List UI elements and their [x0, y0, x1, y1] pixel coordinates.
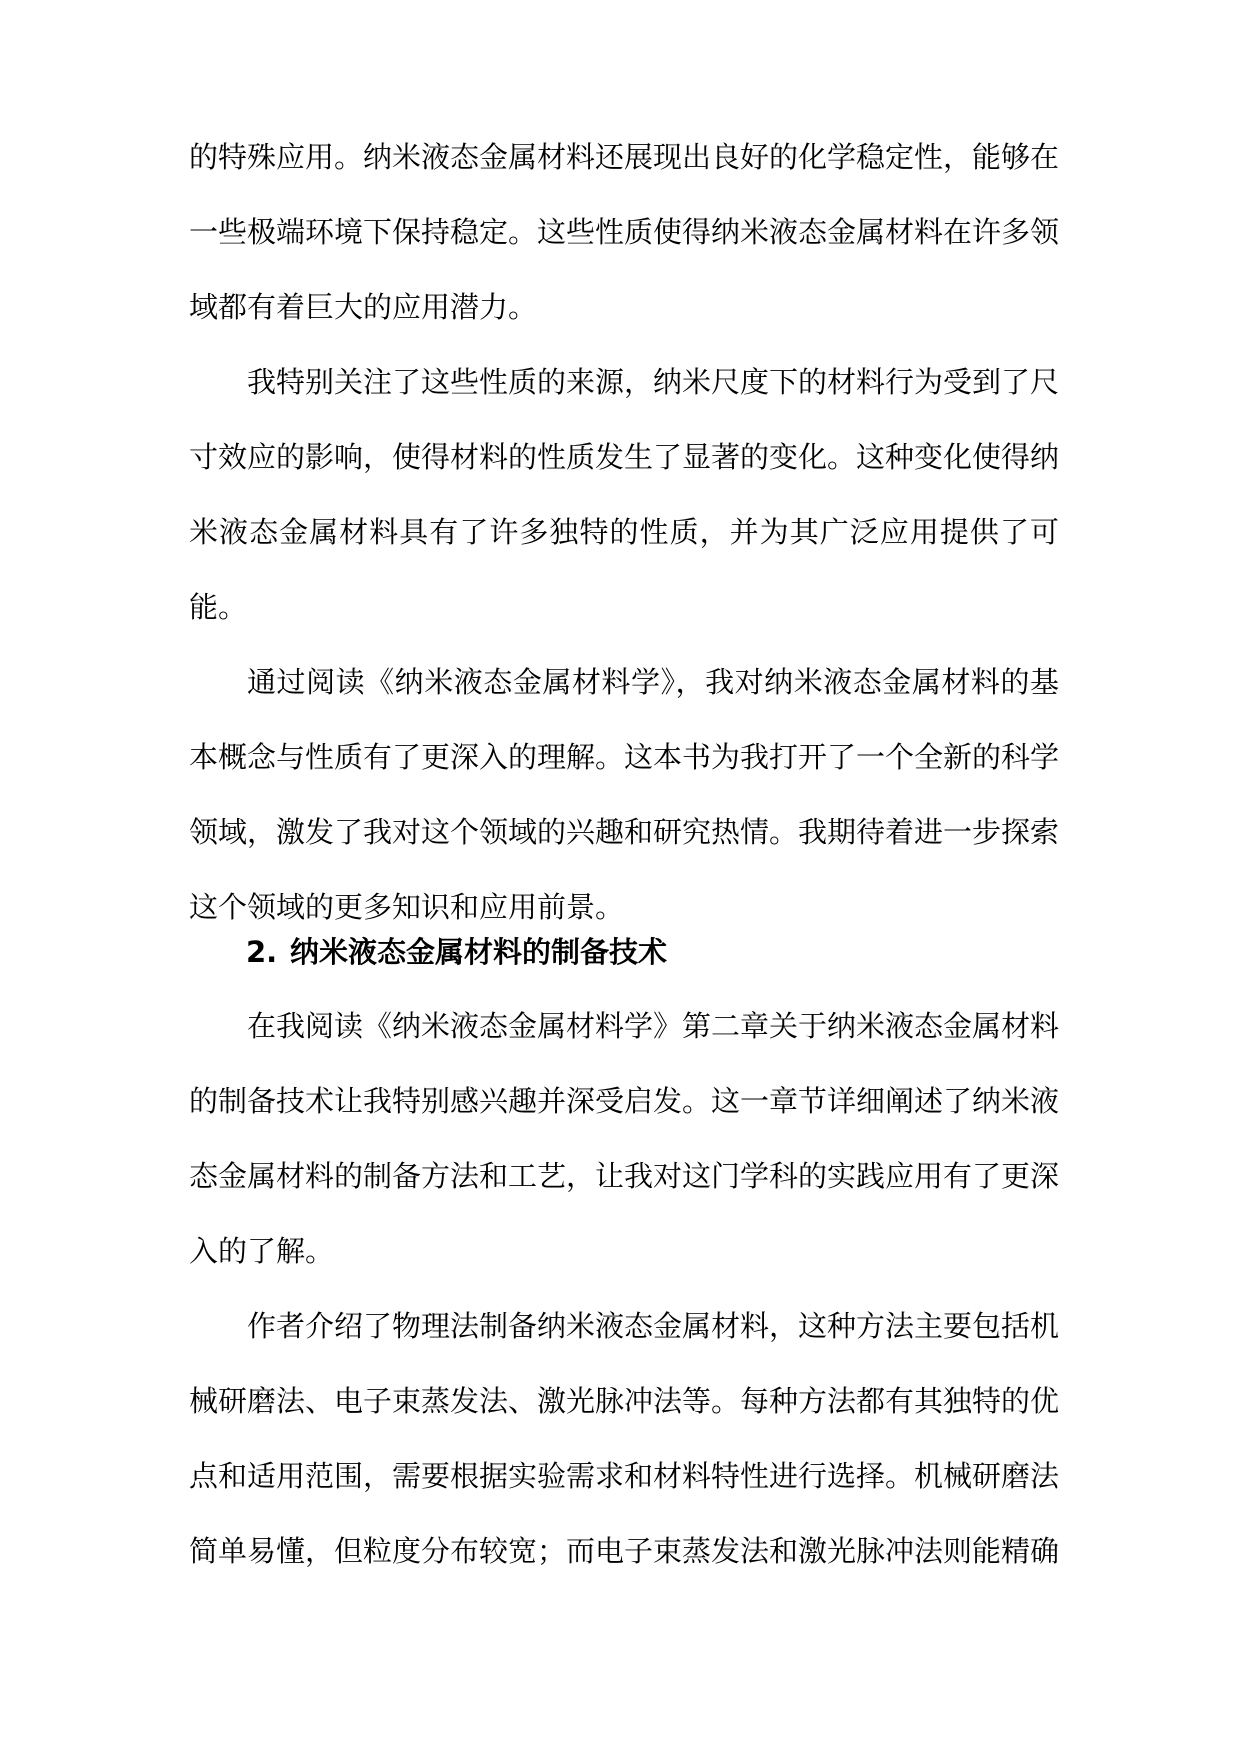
paragraph-properties-continuation: 的特殊应用。纳米液态金属材料还展现出良好的化学稳定性，能够在一些极端环境下保持稳定。这些性质使得纳米液态金属材料在许多领域都有着巨大的应用潜力。 — [189, 140, 1060, 324]
paragraph-property-origins: 我特别关注了这些性质的来源，纳米尺度下的材料行为受到了尺寸效应的影响，使得材料的性质发生了显著的变化。这种变化使得纳米液态金属材料具有了许多独特的性质，并为其广泛应用提供了可能。 — [189, 365, 1060, 624]
section-heading — [246, 932, 1046, 972]
section-number: 2. — [246, 935, 278, 969]
section-title: 纳米液态金属材料的制备技术 — [290, 935, 668, 969]
paragraph-physical-methods: 作者介绍了物理法制备纳米液态金属材料，这种方法主要包括机械研磨法、电子束蒸发法、激光脉冲法等。每种方法都有其独特的优点和适用范围，需要根据实验需求和材料特性进行选择。机械研磨法简单易懂，但粒度分布较宽；而电子束蒸发法和激光脉冲法则能精确 — [189, 1309, 1060, 1568]
body-text-upper — [189, 120, 1059, 945]
paragraph-reading-reflection: 通过阅读《纳米液态金属材料学》，我对纳米液态金属材料的基本概念与性质有了更深入的理解。这本书为我打开了一个全新的科学领域，激发了我对这个领域的兴趣和研究热情。我期待着进一步探索这个领域的更多知识和应用前景。 — [189, 665, 1060, 924]
body-text-lower — [189, 989, 1059, 1589]
paragraph-chapter-two-intro: 在我阅读《纳米液态金属材料学》第二章关于纳米液态金属材料的制备技术让我特别感兴趣并深受启发。这一章节详细阐述了纳米液态金属材料的制备方法和工艺，让我对这门学科的实践应用有了更深入的了解。 — [189, 1009, 1060, 1268]
